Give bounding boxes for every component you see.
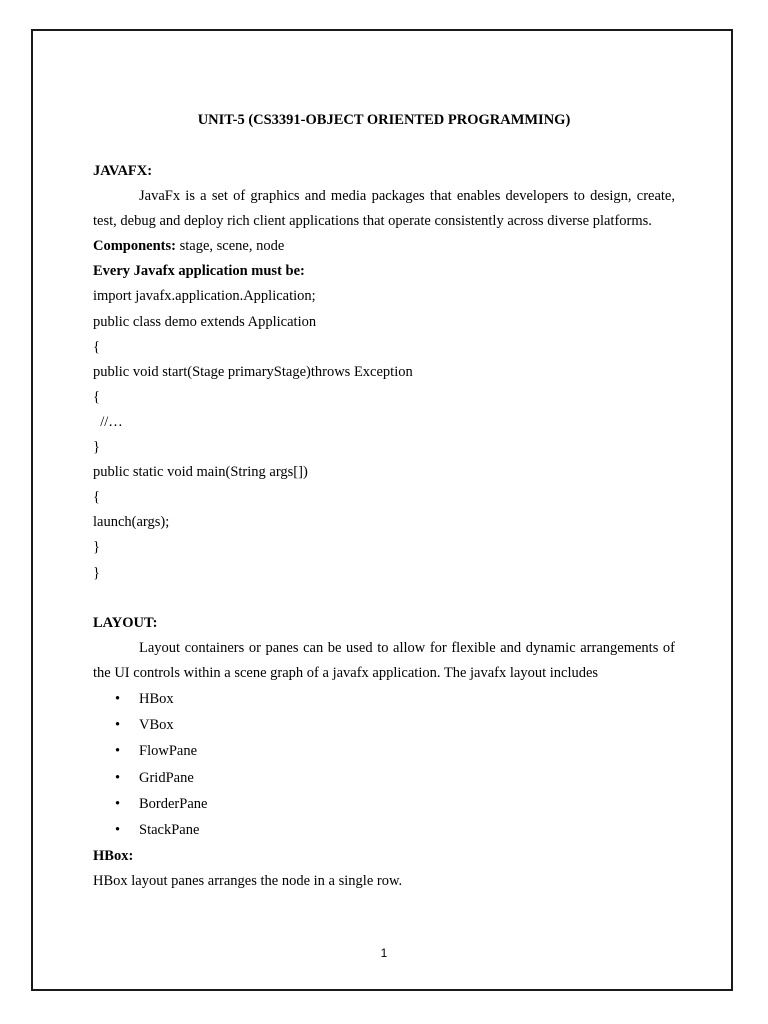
list-item-label: StackPane: [139, 822, 200, 839]
hbox-text: HBox layout panes arranges the node in a single row.: [93, 872, 403, 889]
page-number: 1: [380, 946, 388, 960]
bullet-icon: •: [115, 690, 121, 707]
code-line: {: [93, 489, 100, 506]
bullet-icon: •: [115, 822, 121, 839]
javafx-heading: JAVAFX:: [93, 163, 153, 179]
layout-heading: LAYOUT:: [93, 614, 158, 631]
code-line: launch(args);: [93, 514, 170, 531]
list-item: [93, 765, 675, 791]
hbox-heading: HBox:: [93, 847, 134, 864]
page-content: [93, 108, 675, 894]
bullet-icon: •: [115, 769, 121, 786]
list-item-label: BorderPane: [139, 796, 208, 813]
bullet-icon: •: [115, 717, 121, 734]
components-value: stage, scene, node: [175, 238, 285, 255]
must-be-heading: Every Javafx application must be:: [93, 263, 305, 280]
code-block: [93, 284, 675, 585]
code-line: {: [93, 388, 100, 405]
layout-list: [93, 686, 675, 844]
list-item: [93, 738, 675, 764]
layout-paragraph: Layout containers or panes can be used to allow for flexible and dynamic arrangements of the UI controls within a scene graph of a javafx application. The javafx layout includes: [93, 639, 675, 681]
list-item: [93, 712, 675, 738]
code-line: {: [93, 338, 100, 355]
code-line: public void start(Stage primaryStage)throws Exception: [93, 363, 413, 380]
javafx-paragraph: JavaFx is a set of graphics and media packages that enables developers to design, create, test, debug and deploy rich client applications that operate consistently across diverse platforms.: [93, 188, 675, 230]
list-item-label: HBox: [139, 690, 174, 707]
list-item: [93, 791, 675, 817]
list-item-label: FlowPane: [139, 743, 197, 760]
components-line: [93, 234, 675, 259]
bullet-icon: •: [115, 796, 121, 813]
list-item: [93, 686, 675, 712]
components-label: Components:: [93, 238, 176, 255]
code-line: }: [93, 439, 100, 456]
code-line: }: [93, 539, 100, 556]
code-line: }: [93, 564, 100, 581]
list-item-label: VBox: [139, 717, 174, 734]
bullet-icon: •: [115, 743, 121, 760]
code-line: import javafx.application.Application;: [93, 288, 316, 305]
code-line: //…: [93, 413, 123, 430]
list-item: [93, 817, 675, 843]
code-line: public static void main(String args[]): [93, 464, 308, 481]
list-item-label: GridPane: [139, 769, 194, 786]
document-title: UNIT-5 (CS3391-OBJECT ORIENTED PROGRAMMING): [197, 112, 571, 128]
code-line: public class demo extends Application: [93, 313, 317, 330]
